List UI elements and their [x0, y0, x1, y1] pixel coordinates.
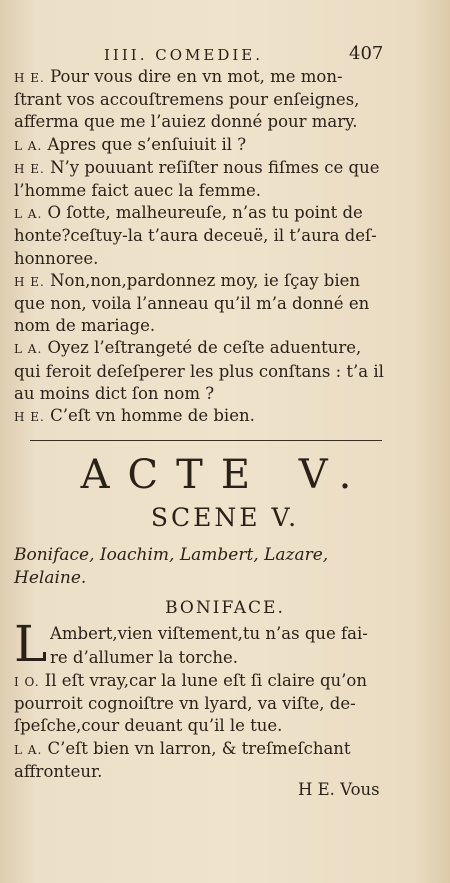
dialogue-line — [14, 383, 394, 405]
speaker-abbrev: H E. — [14, 274, 45, 289]
dialogue-block-2 — [14, 670, 394, 783]
line-text: C’eſt bien vn larron, & treſmeſchant — [47, 738, 351, 758]
catchword: H E. Vous — [298, 780, 380, 799]
page-number: 407 — [349, 43, 384, 64]
speaker-abbrev: H E. — [14, 71, 45, 85]
dialogue-line — [14, 293, 394, 315]
dialogue-line — [14, 157, 394, 180]
dialogue-line — [14, 180, 394, 202]
dialogue-line — [14, 405, 394, 428]
line-text: que non, voila l’anneau qu’il m’a donné en — [14, 294, 370, 314]
cast-line: Boniface, Ioachim, Lambert, Lazare, — [14, 545, 329, 565]
speaker-abbrev: L A. — [14, 207, 43, 222]
act-heading: ACTE V. — [80, 452, 370, 498]
line-text: Apres que s’enſuiuit il ? — [47, 134, 247, 154]
cast-list — [14, 544, 394, 590]
dialogue-line — [14, 315, 394, 337]
line-text: pourroit cognoiſtre vn lyard, va viſte, de- — [14, 694, 356, 714]
dialogue-line — [14, 693, 394, 715]
dialogue-line — [14, 66, 394, 89]
dialogue-block-1 — [14, 66, 394, 428]
dialogue-line — [14, 337, 394, 360]
line-text: nom de mariage. — [14, 316, 156, 336]
line-text: C’eſt vn homme de bien. — [50, 406, 255, 426]
line-text: N’y pouuant reſiſter nous fiſmes ce que — [50, 157, 380, 177]
line-text: Non,non,pardonnez moy, ie ſçay bien — [50, 270, 360, 290]
dialogue-line — [14, 202, 394, 225]
dialogue-line — [14, 270, 394, 293]
cast-line: Helaine. — [14, 568, 87, 588]
speaker-heading: BONIFACE. — [165, 598, 285, 618]
dialogue-line — [14, 225, 394, 247]
dialogue-line — [14, 134, 394, 157]
dialogue-line — [14, 248, 394, 270]
line-text: au moins dict ſon nom ? — [14, 383, 215, 403]
drop-cap: L — [14, 615, 48, 673]
dialogue-line — [14, 89, 394, 111]
section-divider — [30, 440, 382, 441]
dialogue-line — [14, 111, 394, 133]
line-text: Oyez l’eſtrangeté de ceſte aduenture, — [47, 338, 362, 358]
running-header: IIII. COMEDIE. — [104, 46, 263, 64]
line-text: affronteur. — [14, 761, 103, 781]
line-text: ſtrant vos accouſtremens pour enſeignes, — [14, 90, 360, 110]
line-text: honnoree. — [14, 248, 99, 268]
line-text: qui feroit deſeſperer les plus conſtans : t’a il — [14, 361, 384, 381]
dialogue-line — [14, 361, 394, 383]
line-text: Il eſt vray,car la lune eſt ſi claire qu’on — [44, 671, 367, 690]
dialogue-line — [14, 670, 394, 693]
speaker-abbrev: H E. — [14, 410, 45, 425]
dropcap-line-1: Ambert,vien viſtement,tu n’as que fai- — [50, 624, 368, 643]
speaker-abbrev: I O. — [14, 675, 40, 689]
speaker-abbrev: L A. — [14, 342, 43, 357]
line-text: l’homme faict auec la femme. — [14, 181, 261, 201]
scene-heading: SCENE V. — [150, 503, 300, 532]
line-text: O ſotte, malheureuſe, n’as tu point de — [47, 203, 363, 223]
dropcap-line-2: re d’allumer la torche. — [50, 648, 238, 667]
speaker-abbrev: H E. — [14, 161, 45, 176]
dialogue-line — [14, 715, 394, 737]
line-text: afferma que me l’auiez donné pour mary. — [14, 112, 358, 132]
dialogue-line — [14, 738, 394, 761]
line-text: Pour vous dire en vn mot, me mon- — [50, 67, 343, 86]
line-text: honte?ceſtuy-la t’aura deceuë, il t’aura deſ- — [14, 226, 377, 246]
line-text: ſpeſche,cour deuant qu’il le tue. — [14, 716, 283, 736]
speaker-abbrev: L A. — [14, 742, 43, 757]
speaker-abbrev: L A. — [14, 138, 43, 153]
